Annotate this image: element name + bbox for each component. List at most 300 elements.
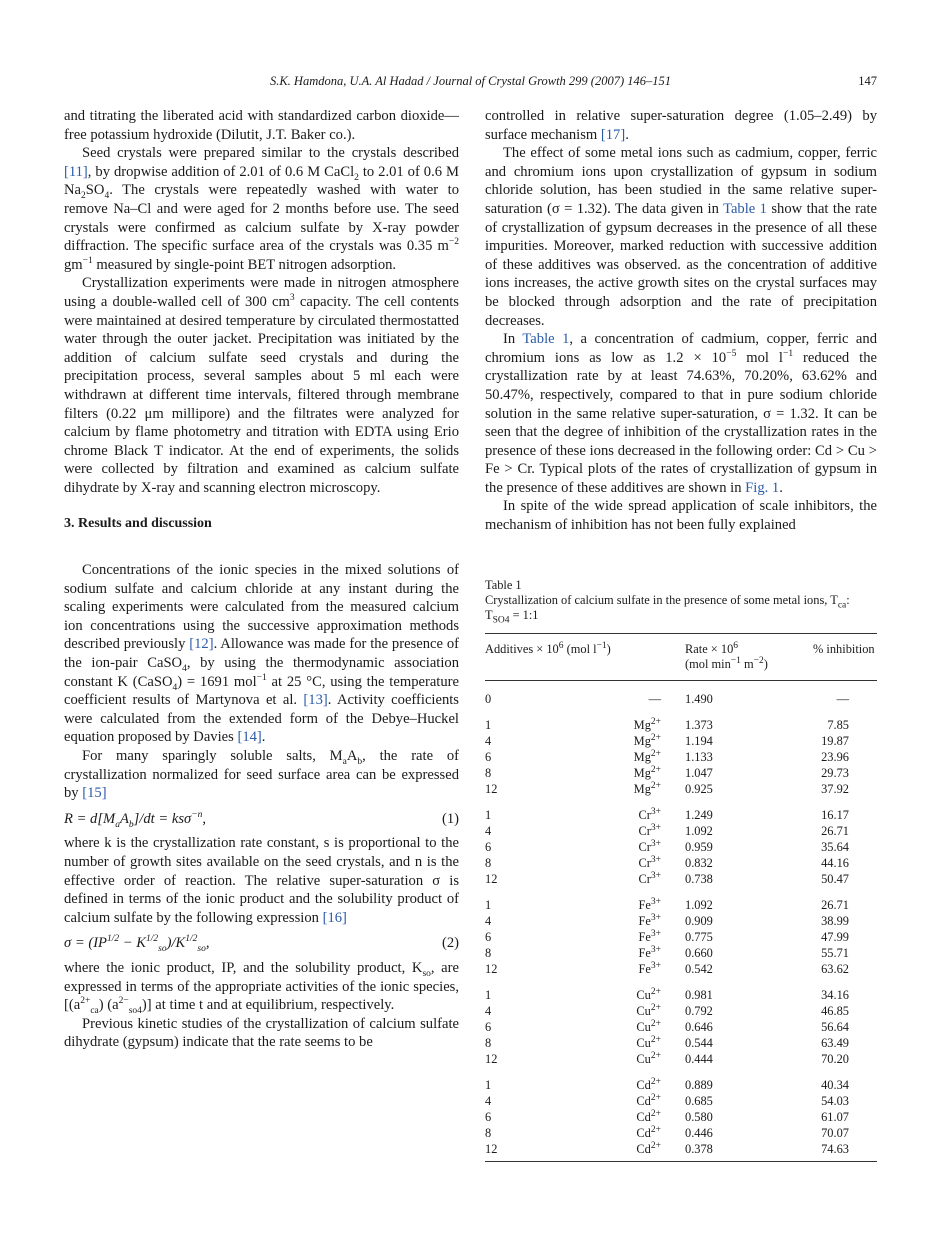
section-heading: 3. Results and discussion bbox=[64, 516, 212, 532]
header-rate bbox=[685, 634, 813, 681]
inhibition-value: 7.85 bbox=[827, 718, 849, 733]
cell-inhibition bbox=[813, 961, 877, 977]
cell-inhibition bbox=[813, 749, 877, 765]
cell-rate: 0.959 bbox=[685, 840, 713, 855]
inhibition-value: 46.85 bbox=[821, 1004, 849, 1019]
ion-symbol: Cu bbox=[636, 1036, 651, 1051]
table-row bbox=[485, 913, 877, 929]
ion-charge: 3+ bbox=[650, 945, 661, 956]
ion-symbol: Mg bbox=[633, 782, 651, 797]
ion-symbol: Fe bbox=[638, 962, 651, 977]
cell-rate: 0.580 bbox=[685, 1110, 713, 1125]
superscript: 1/2 bbox=[185, 934, 198, 945]
text-run: measured by single-point BET nitrogen adsorption. bbox=[92, 256, 397, 273]
table-row bbox=[485, 929, 877, 945]
cell-inhibition bbox=[813, 1125, 877, 1141]
cell-inhibition bbox=[813, 681, 877, 708]
superscript: −1 bbox=[596, 641, 607, 652]
ion-symbol: Cr bbox=[638, 840, 651, 855]
cell-inhibition bbox=[813, 871, 877, 887]
ion-symbol: Cd bbox=[636, 1126, 651, 1141]
text-run: SO bbox=[85, 182, 105, 199]
inhibition-value: 70.07 bbox=[821, 1126, 849, 1141]
ion-symbol: Cu bbox=[636, 988, 651, 1003]
ion-symbol: Cu bbox=[636, 1020, 651, 1035]
ion-charge: 2+ bbox=[650, 1003, 661, 1014]
cell-ion bbox=[529, 681, 685, 708]
text-run: = 1:1 bbox=[509, 608, 539, 623]
text-run: Seed crystals were prepared similar to the crystals described bbox=[82, 145, 459, 162]
cell-rate: 1.490 bbox=[685, 692, 713, 707]
table-row bbox=[485, 781, 877, 797]
paragraph bbox=[64, 747, 459, 803]
table-label: Table 1 bbox=[485, 577, 522, 592]
cell-ion bbox=[529, 749, 685, 765]
text-run: ]/dt = ksσ bbox=[133, 810, 192, 827]
table-header-row bbox=[485, 634, 877, 681]
cell-ion bbox=[529, 733, 685, 749]
text-run: , are expressed in terms of the appropriate activities of the ionic species, [(a bbox=[64, 959, 459, 1014]
cell-concentration: 1 bbox=[485, 718, 492, 733]
subscript: so bbox=[197, 944, 206, 955]
ion-symbol: Mg bbox=[633, 750, 651, 765]
text-run: controlled in relative super-saturation degree (1.05–2.49) by surface mechanism bbox=[485, 108, 877, 143]
text-run: In bbox=[503, 331, 523, 348]
superscript: −1 bbox=[782, 348, 794, 359]
cell-inhibition bbox=[813, 855, 877, 871]
reference-link[interactable]: [11] bbox=[64, 163, 88, 180]
cell-inhibition bbox=[813, 1051, 877, 1067]
table-row bbox=[485, 733, 877, 749]
inhibition-value: 56.64 bbox=[821, 1020, 849, 1035]
text-run: . Allowance was made for the presence of the ion-pair CaSO bbox=[64, 636, 459, 672]
cell-rate: 0.738 bbox=[685, 872, 713, 887]
running-header bbox=[64, 74, 877, 94]
ion-symbol: Cr bbox=[638, 856, 651, 871]
cell-rate: 1.249 bbox=[685, 808, 713, 823]
table-row bbox=[485, 1019, 877, 1035]
cell-ion bbox=[529, 1067, 685, 1093]
ion-charge: 3+ bbox=[650, 839, 661, 850]
ion-symbol: Cu bbox=[636, 1004, 651, 1019]
cell-rate: 0.792 bbox=[685, 1004, 713, 1019]
cell-concentration: 12 bbox=[485, 872, 498, 887]
cell-rate: 1.133 bbox=[685, 750, 713, 765]
text-run: capacity. The cell contents were maintained at desired temperature by circulated thermostatted water through the outer jacket. Precipitation was initiated by the addition of calcium sulfate seed crystals and during the precipitation process, several samples about 5 ml each were withdrawn at different time intervals, filtered through membrane filters (0.22 μm millipore) and the filtrates were analyzed for calcium by flame photometry and titration with EDTA using Erio chrome Black T indicator. At the end of experiments, the solids were collected by filtration and examined as calcium sulfate dihydrate by X-ray and scanning electron microscopy. bbox=[64, 293, 459, 496]
reference-link[interactable]: [17] bbox=[600, 126, 626, 143]
ion-charge: 2+ bbox=[650, 1109, 661, 1120]
ion-charge: 2+ bbox=[650, 1019, 661, 1030]
cell-concentration: 12 bbox=[485, 962, 498, 977]
text-run: − K bbox=[119, 935, 147, 952]
inhibition-value: 74.63 bbox=[821, 1142, 849, 1157]
cell-inhibition bbox=[813, 839, 877, 855]
cell-rate: 1.373 bbox=[685, 718, 713, 733]
cell-rate: 0.909 bbox=[685, 914, 713, 929]
ion-charge: 2+ bbox=[650, 1125, 661, 1136]
cell-rate: 0.378 bbox=[685, 1142, 713, 1157]
cell-ion bbox=[529, 945, 685, 961]
ion-charge: 2+ bbox=[650, 1093, 661, 1104]
cell-inhibition bbox=[813, 707, 877, 733]
table-row bbox=[485, 1125, 877, 1141]
superscript: 6 bbox=[733, 641, 739, 652]
equation-expression bbox=[64, 934, 210, 953]
cell-ion bbox=[529, 781, 685, 797]
superscript: 2+ bbox=[80, 996, 91, 1007]
table-row bbox=[485, 1067, 877, 1093]
ion-symbol: Fe bbox=[638, 914, 651, 929]
cell-rate: 0.542 bbox=[685, 962, 713, 977]
header-inhibition: % inhibition bbox=[813, 642, 875, 657]
text-run: Rate × 10 bbox=[685, 642, 734, 657]
inhibition-value: 26.71 bbox=[821, 824, 849, 839]
cell-rate: 0.685 bbox=[685, 1094, 713, 1109]
inhibition-value: 19.87 bbox=[821, 734, 849, 749]
table-1 bbox=[485, 578, 877, 1163]
cell-concentration: 4 bbox=[485, 1094, 492, 1109]
figure-link[interactable]: Fig. 1 bbox=[745, 479, 780, 496]
cell-inhibition bbox=[813, 945, 877, 961]
cell-rate: 0.660 bbox=[685, 946, 713, 961]
subscript: 2 bbox=[354, 172, 359, 183]
ion-charge: 2+ bbox=[650, 1035, 661, 1046]
cell-inhibition bbox=[813, 1067, 877, 1093]
table-row bbox=[485, 681, 877, 708]
equation-number: (1) bbox=[441, 810, 459, 827]
table-row bbox=[485, 707, 877, 733]
ion-charge: 3+ bbox=[650, 807, 661, 818]
inhibition-value: 47.99 bbox=[821, 930, 849, 945]
text-run: , bbox=[202, 810, 207, 827]
table-row bbox=[485, 1093, 877, 1109]
right-column bbox=[485, 107, 877, 1162]
inhibition-value: 63.62 bbox=[821, 962, 849, 977]
inhibition-value: — bbox=[836, 692, 849, 707]
cell-concentration: 8 bbox=[485, 766, 492, 781]
cell-concentration: 12 bbox=[485, 1142, 498, 1157]
subscript: ca bbox=[837, 600, 847, 611]
text-run: σ = (IP bbox=[64, 935, 107, 952]
text-run: , by dropwise addition of 2.01 of 0.6 M CaCl bbox=[87, 163, 355, 180]
text-run: Crystallization of calcium sulfate in the presence of some metal ions, T bbox=[485, 592, 838, 607]
ion-symbol: — bbox=[648, 692, 661, 707]
text-run: . bbox=[261, 729, 266, 746]
paragraph bbox=[64, 561, 459, 747]
paragraph bbox=[64, 274, 459, 497]
cell-concentration: 12 bbox=[485, 782, 498, 797]
cell-concentration: 0 bbox=[485, 692, 492, 707]
cell-rate: 0.646 bbox=[685, 1020, 713, 1035]
cell-ion bbox=[529, 887, 685, 913]
cell-ion bbox=[529, 961, 685, 977]
table-body bbox=[485, 681, 877, 1162]
cell-concentration: 6 bbox=[485, 930, 492, 945]
journal-citation: S.K. Hamdona, U.A. Al Hadad / Journal of Crystal Growth 299 (2007) 146–151 bbox=[269, 74, 672, 88]
cell-concentration: 4 bbox=[485, 1004, 492, 1019]
cell-concentration: 4 bbox=[485, 914, 492, 929]
text-run: m bbox=[740, 657, 754, 672]
ion-symbol: Fe bbox=[638, 930, 651, 945]
cell-concentration: 1 bbox=[485, 808, 492, 823]
subscript: b bbox=[357, 756, 363, 767]
cell-concentration: 4 bbox=[485, 734, 492, 749]
table-link[interactable]: Table 1 bbox=[522, 331, 570, 348]
text-run: reduced the crystallization rate by at least 74.63%, 70.20%, 63.62% and 50.47%, respectively, compared to that in pure sodium chloride solution in the same relative super-saturation, σ = 1.32. It can be seen that the degree of inhibition of the crystallization rates in the presence of these ions decreased in the following order: Cd > Cu > Fe > Cr. Typical plots of the rates of crystallization of gypsum in the presence of these additives are shown in bbox=[485, 349, 877, 496]
ion-charge: 3+ bbox=[650, 897, 661, 908]
superscript: −1 bbox=[730, 656, 741, 667]
ion-symbol: Cu bbox=[636, 1052, 651, 1067]
ion-charge: 2+ bbox=[650, 749, 661, 760]
ion-symbol: Fe bbox=[638, 946, 651, 961]
inhibition-value: 70.20 bbox=[821, 1052, 849, 1067]
text-run: . The crystals were repeatedly washed with water to remove Na–Cl and were aged for 2 months before use. The seed crystals were confirmed as calcium sulfate by X-ray powder diffraction. The specific surface area of the crystals was 0.35 m bbox=[64, 182, 459, 255]
cell-rate: 0.832 bbox=[685, 856, 713, 871]
ion-charge: 2+ bbox=[650, 733, 661, 744]
ion-charge: 2+ bbox=[650, 987, 661, 998]
cell-rate: 1.092 bbox=[685, 898, 713, 913]
ion-symbol: Mg bbox=[633, 718, 651, 733]
text-run: to 2.01 of 0.6 M Na bbox=[64, 163, 459, 199]
text-run: , a concentration of cadmium, copper, ferric and chromium ions as low as 1.2 × 10 bbox=[485, 331, 877, 366]
cell-rate: 1.092 bbox=[685, 824, 713, 839]
text-run: (mol l bbox=[563, 642, 597, 657]
text-run: ) (a bbox=[98, 997, 119, 1014]
ion-charge: 2+ bbox=[650, 765, 661, 776]
text-run: show that the rate of crystallization of gypsum decreases in the presence of all these impurities. Moreover, marked reduction with successive addition of these additives was observed. as the concentration of additive ions increases, the active growth sites on the crystal surfaces may be blocked through adsorption and the rate of precipitation decreases. bbox=[485, 200, 877, 329]
cell-ion bbox=[529, 707, 685, 733]
cell-inhibition bbox=[813, 1093, 877, 1109]
cell-concentration: 8 bbox=[485, 856, 492, 871]
subscript: a bbox=[342, 756, 347, 767]
superscript: 1/2 bbox=[146, 934, 159, 945]
ion-symbol: Cd bbox=[636, 1142, 651, 1157]
subscript: so4 bbox=[128, 1006, 142, 1017]
cell-ion bbox=[529, 977, 685, 1003]
table-row bbox=[485, 961, 877, 977]
cell-ion bbox=[529, 839, 685, 855]
cell-ion bbox=[529, 765, 685, 781]
text-run: A bbox=[119, 810, 129, 827]
subscript: 4 bbox=[104, 191, 110, 202]
reference-link[interactable]: [16] bbox=[322, 909, 347, 926]
text-run: mol l bbox=[736, 349, 783, 366]
text-run: A bbox=[346, 748, 358, 764]
cell-concentration: 1 bbox=[485, 898, 492, 913]
text-run: where k is the crystallization rate constant, s is proportional to the number of growth sites available on the seed crystals, and n is the effective order of reaction. The relative super-saturation σ is defined in terms of the ionic product and the solubility product of calcium sulfate by the following expression bbox=[64, 835, 459, 926]
ion-charge: 3+ bbox=[650, 823, 661, 834]
text-run: ) = 1691 mol bbox=[177, 673, 257, 690]
subscript: a bbox=[115, 819, 120, 830]
subscript: so bbox=[158, 944, 167, 955]
table-row bbox=[485, 855, 877, 871]
cell-ion bbox=[529, 855, 685, 871]
table-row bbox=[485, 839, 877, 855]
ion-symbol: Mg bbox=[633, 766, 651, 781]
ion-symbol: Cr bbox=[638, 824, 651, 839]
text-run: ) bbox=[606, 642, 611, 657]
superscript: 2− bbox=[118, 996, 129, 1007]
superscript: −n bbox=[191, 809, 203, 820]
text-run: . bbox=[625, 126, 629, 143]
cell-concentration: 8 bbox=[485, 946, 492, 961]
inhibition-value: 16.17 bbox=[821, 808, 849, 823]
cell-ion bbox=[529, 797, 685, 823]
cell-rate: 1.194 bbox=[685, 734, 713, 749]
cell-inhibition bbox=[813, 797, 877, 823]
cell-ion bbox=[529, 1019, 685, 1035]
cell-inhibition bbox=[813, 913, 877, 929]
superscript: −5 bbox=[726, 348, 737, 359]
text-run: , the rate of crystallization normalized for seed surface area can be expressed by bbox=[64, 748, 459, 802]
table-row bbox=[485, 749, 877, 765]
ion-charge: 2+ bbox=[650, 781, 661, 792]
cell-inhibition bbox=[813, 765, 877, 781]
inhibition-value: 40.34 bbox=[821, 1078, 849, 1093]
cell-concentration: 8 bbox=[485, 1126, 492, 1141]
paragraph bbox=[64, 959, 459, 1015]
ion-charge: 3+ bbox=[650, 855, 661, 866]
paragraph bbox=[485, 107, 877, 144]
reference-link[interactable]: [15] bbox=[82, 785, 107, 802]
inhibition-value: 35.64 bbox=[821, 840, 849, 855]
text-run: . Activity coefficients were calculated from the extended form of the Debye–Huckel equation proposed by Davies bbox=[64, 692, 459, 746]
table-row bbox=[485, 823, 877, 839]
cell-inhibition bbox=[813, 823, 877, 839]
ion-charge: 3+ bbox=[650, 961, 661, 972]
cell-concentration: 8 bbox=[485, 1036, 492, 1051]
cell-inhibition bbox=[813, 929, 877, 945]
text-run: )] at time t and at equilibrium, respectively. bbox=[141, 997, 395, 1014]
equation-expression bbox=[64, 810, 206, 829]
cell-inhibition bbox=[813, 1109, 877, 1125]
cell-ion bbox=[529, 1109, 685, 1125]
ion-symbol: Cr bbox=[638, 808, 651, 823]
left-column bbox=[64, 107, 459, 1052]
superscript: 1/2 bbox=[106, 934, 120, 945]
table-link[interactable]: Table 1 bbox=[723, 200, 767, 217]
table-row bbox=[485, 871, 877, 887]
inhibition-value: 34.16 bbox=[821, 988, 849, 1003]
ion-symbol: Cd bbox=[636, 1094, 651, 1109]
inhibition-value: 37.92 bbox=[821, 782, 849, 797]
superscript: −1 bbox=[256, 672, 267, 683]
text-run: at 25 °C, using the temperature coefficient results of Martynova et al. bbox=[64, 673, 459, 709]
text-run: The effect of some metal ions such as cadmium, copper, ferric and chromium ions upon crystallization of gypsum in sodium chloride solution, has been studied in the same relative super-saturation (σ = 1.32). The data given in bbox=[485, 145, 877, 217]
cell-ion bbox=[529, 1141, 685, 1162]
text-run: R = d[M bbox=[64, 810, 116, 827]
table-row bbox=[485, 977, 877, 1003]
cell-ion bbox=[529, 1035, 685, 1051]
equation-number: (2) bbox=[441, 935, 459, 952]
inhibition-value: 63.49 bbox=[821, 1036, 849, 1051]
inhibition-value: 50.47 bbox=[821, 872, 849, 887]
text-run: (mol min bbox=[685, 657, 731, 672]
subscript: so bbox=[422, 968, 431, 979]
paragraph bbox=[485, 330, 877, 497]
superscript: −1 bbox=[82, 255, 93, 266]
paragraph bbox=[64, 834, 459, 927]
cell-rate: 0.544 bbox=[685, 1036, 713, 1051]
paragraph bbox=[485, 144, 877, 330]
table-row bbox=[485, 797, 877, 823]
cell-ion bbox=[529, 1125, 685, 1141]
text-run: Concentrations of the ionic species in the mixed solutions of sodium sulfate and calcium chloride at any instant during the scaling experiments were calculated from the measured calcium ion concentrations using the successive approximation methods described previously bbox=[64, 562, 459, 653]
text-run: gm bbox=[64, 256, 83, 273]
ion-symbol: Cr bbox=[638, 872, 651, 887]
data-table bbox=[485, 633, 877, 1162]
cell-concentration: 1 bbox=[485, 1078, 492, 1093]
cell-rate: 0.775 bbox=[685, 930, 713, 945]
superscript: 3 bbox=[289, 293, 295, 304]
text-run: , by using the thermodynamic association constant K (CaSO bbox=[64, 655, 459, 690]
table-row bbox=[485, 1141, 877, 1162]
paragraph: In spite of the wide spread application of scale inhibitors, the mechanism of inhibition has not been fully explained bbox=[485, 498, 877, 534]
table-row bbox=[485, 887, 877, 913]
inhibition-value: 61.07 bbox=[821, 1110, 849, 1125]
inhibition-value: 23.96 bbox=[821, 750, 849, 765]
inhibition-value: 44.16 bbox=[821, 856, 849, 871]
subscript: b bbox=[128, 819, 134, 830]
cell-rate: 0.981 bbox=[685, 988, 713, 1003]
superscript: −2 bbox=[448, 237, 459, 248]
reference-link[interactable]: [14] bbox=[237, 729, 262, 746]
cell-ion bbox=[529, 871, 685, 887]
table-row bbox=[485, 765, 877, 781]
text-run: )/K bbox=[166, 935, 186, 952]
header-additives bbox=[485, 634, 685, 681]
inhibition-value: 26.71 bbox=[821, 898, 849, 913]
reference-link[interactable]: [13] bbox=[303, 692, 328, 709]
table-caption bbox=[485, 592, 877, 626]
subscript: 4 bbox=[182, 663, 187, 674]
cell-rate: 0.889 bbox=[685, 1078, 713, 1093]
cell-ion bbox=[529, 1051, 685, 1067]
ion-charge: 2+ bbox=[650, 717, 661, 728]
subscript: 4 bbox=[172, 682, 178, 693]
cell-ion bbox=[529, 823, 685, 839]
subscript: 2 bbox=[81, 191, 86, 202]
text-run: ) bbox=[763, 657, 768, 672]
text-run: , bbox=[205, 935, 210, 952]
paragraph: and titrating the liberated acid with standardized carbon dioxide—free potassium hydroxide (Dilutit, J.T. Baker co.). bbox=[64, 108, 459, 143]
cell-inhibition bbox=[813, 733, 877, 749]
table-row bbox=[485, 1109, 877, 1125]
cell-concentration: 12 bbox=[485, 1052, 498, 1067]
text-run: . bbox=[779, 479, 783, 496]
text-run: : T bbox=[485, 592, 850, 623]
table-row bbox=[485, 1051, 877, 1067]
inhibition-value: 38.99 bbox=[821, 914, 849, 929]
text-run: where the ionic product, IP, and the solubility product, K bbox=[64, 959, 423, 976]
cell-concentration: 1 bbox=[485, 988, 492, 1003]
cell-rate: 0.444 bbox=[685, 1052, 713, 1067]
table-row bbox=[485, 1035, 877, 1051]
cell-inhibition bbox=[813, 781, 877, 797]
superscript: −2 bbox=[753, 656, 764, 667]
cell-inhibition bbox=[813, 887, 877, 913]
cell-ion bbox=[529, 913, 685, 929]
ion-charge: 3+ bbox=[650, 929, 661, 940]
cell-inhibition bbox=[813, 1141, 877, 1162]
reference-link[interactable]: [12] bbox=[189, 636, 214, 653]
ion-symbol: Fe bbox=[638, 898, 651, 913]
cell-concentration: 6 bbox=[485, 1110, 492, 1125]
cell-inhibition bbox=[813, 1019, 877, 1035]
text-run: Additives × 10 bbox=[485, 642, 559, 657]
cell-ion bbox=[529, 1003, 685, 1019]
cell-concentration: 6 bbox=[485, 750, 492, 765]
